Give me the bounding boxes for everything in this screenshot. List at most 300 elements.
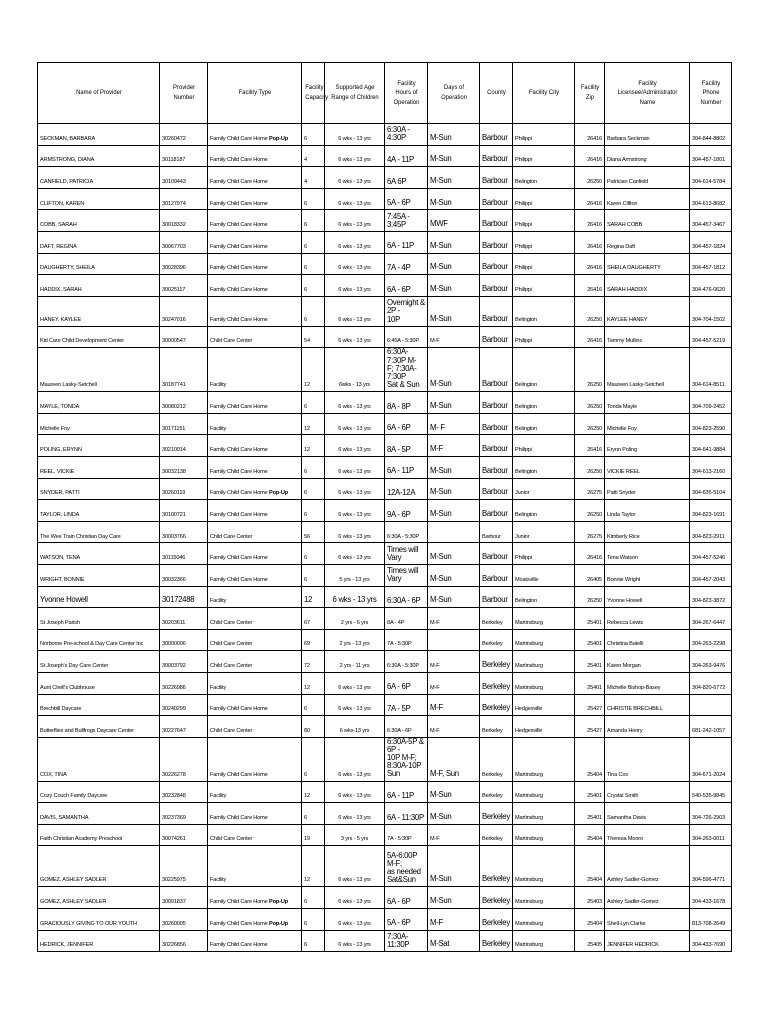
city-value: Philippi <box>515 555 532 562</box>
header-county: County <box>481 63 511 124</box>
days-value: M-F, Sun <box>430 768 459 778</box>
facility-type-text: Family Child Care Home <box>210 178 268 185</box>
header-hours: Facility Hours of Operation <box>386 63 426 124</box>
capacity-value: 6 <box>304 511 307 518</box>
county-value: Berkeley <box>482 793 503 800</box>
number-value: 30226278 <box>162 771 186 778</box>
cell-days <box>428 543 480 565</box>
capacity-value: 6 <box>304 286 307 293</box>
cell-hours <box>385 392 428 414</box>
age-value: 6 wks - 13 yrs <box>338 771 371 778</box>
cell-number <box>160 145 208 167</box>
zip-value: 25401 <box>587 684 602 691</box>
phone-value: 304-614-5784 <box>692 178 726 185</box>
number-value: 30067703 <box>162 243 186 250</box>
hours-line: 7A - 5:30P <box>387 836 412 843</box>
hours-line: 6:30A-7:30P M- <box>387 347 417 365</box>
age-value: 6 wks - 13 yrs <box>338 243 371 250</box>
cell-age <box>325 716 385 738</box>
cell-days <box>428 629 480 651</box>
admin-value: SARAH HADDIX <box>607 286 648 293</box>
cell-number <box>160 521 208 543</box>
admin-value: Yvonne Howell <box>607 598 643 605</box>
capacity-value: 6 <box>304 771 307 778</box>
facility-type-text: Facility <box>210 598 227 605</box>
cell-capacity <box>302 413 325 435</box>
phone-value: 304-457-2043 <box>692 576 726 583</box>
cell-hours <box>385 210 428 232</box>
zip-value: 26416 <box>587 135 602 142</box>
table-row <box>38 564 732 586</box>
cell-type <box>208 543 302 565</box>
name-value: GOMEZ, ASHLEY SADLER <box>40 877 107 884</box>
admin-value: Maureen Lasky-Setchell <box>607 382 664 389</box>
city-value: Philippi <box>515 338 532 345</box>
cell-type <box>208 296 302 326</box>
city-value: Martinsburg <box>515 920 543 927</box>
name-value: St Joseph Parish <box>40 619 80 626</box>
table-row <box>38 478 732 500</box>
capacity-value: 12 <box>304 684 310 691</box>
admin-value: KAYLEE HANEY <box>607 316 648 323</box>
city-value: Belington <box>515 425 537 432</box>
cell-county <box>480 629 513 651</box>
cell-days <box>428 275 480 297</box>
cell-hours <box>385 478 428 500</box>
cell-admin <box>605 478 690 500</box>
cell-number <box>160 737 208 781</box>
table-row <box>38 930 732 952</box>
cell-county <box>480 296 513 326</box>
days-value: M-Sun <box>430 313 452 323</box>
hours-line: 8A - 5P <box>387 444 411 454</box>
cell-capacity <box>302 737 325 781</box>
hours-line: 6:30A - 6P <box>387 727 412 734</box>
cell-age <box>325 521 385 543</box>
hours-line: 6A - 11P <box>387 241 414 251</box>
number-value: 30000006 <box>162 641 186 648</box>
phone-value: 304-433-1678 <box>692 899 726 906</box>
hours-line: 7A - 5:30P <box>387 641 412 648</box>
age-value: 3 yrs - 5 yrs <box>340 836 369 843</box>
number-value: 30260005 <box>162 920 186 927</box>
age-value: 6 wks - 13 yrs <box>338 157 371 164</box>
cell-type <box>208 124 302 146</box>
name-value: Kid Care Child Development Center <box>40 338 124 345</box>
facility-type-text: Child Care Center <box>210 619 253 626</box>
cell-type <box>208 672 302 694</box>
capacity-value: 72 <box>304 663 310 670</box>
cell-age <box>325 296 385 326</box>
name-value: Faith Christian Academy Preschool <box>40 836 123 843</box>
header-city: Facility City <box>515 63 572 124</box>
facility-type-text: Facility <box>210 382 227 389</box>
cell-age <box>325 586 385 608</box>
cell-capacity <box>302 629 325 651</box>
facility-type-text: Family Child Care Home <box>210 920 268 927</box>
cell-type <box>208 908 302 930</box>
cell-county <box>480 145 513 167</box>
admin-value: Kimberly Rice <box>607 533 640 540</box>
cell-capacity <box>302 275 325 297</box>
cell-zip <box>575 930 605 952</box>
admin-value: VICKIE REEL <box>607 468 640 475</box>
zip-value: 26405 <box>587 576 602 583</box>
cell-days <box>428 296 480 326</box>
number-value: 30028396 <box>162 265 186 272</box>
facility-type-text: Family Child Care Home <box>210 576 268 583</box>
county-value: Berkeley <box>482 896 510 906</box>
cell-number <box>160 500 208 522</box>
age-value: 6wks - 13 yrs <box>339 382 370 389</box>
cell-county <box>480 887 513 909</box>
cell-city <box>513 348 575 392</box>
hours-line: 5A - 6P <box>387 918 411 928</box>
city-value: Philippi <box>515 447 532 454</box>
cell-days <box>428 392 480 414</box>
name-value: COX, TINA <box>40 771 67 778</box>
cell-zip <box>575 824 605 846</box>
cell-name <box>38 564 160 586</box>
cell-days <box>428 210 480 232</box>
table-row <box>38 846 732 887</box>
cell-hours <box>385 348 428 392</box>
cell-admin <box>605 781 690 803</box>
capacity-value: 6 <box>304 316 307 323</box>
table-row <box>38 500 732 522</box>
hours-line: 6:45A - 5:30P <box>387 338 419 345</box>
age-value: 5 yrs - 13 yrs <box>339 576 370 583</box>
capacity-value: 6 <box>304 243 307 250</box>
facility-type-text: Child Care Center <box>210 663 253 670</box>
city-value: Martinsburg <box>515 899 543 906</box>
name-value: WRIGHT, BONNIE <box>40 576 85 583</box>
hours-line: 8A - 8P <box>387 401 411 411</box>
hours-line: 6A - 6P <box>387 423 411 433</box>
admin-value: Tina Cox <box>607 771 628 778</box>
cell-number <box>160 296 208 326</box>
table-row <box>38 348 732 392</box>
days-value: M-F <box>430 703 443 713</box>
cell-zip <box>575 672 605 694</box>
capacity-value: 6 <box>304 555 307 562</box>
cell-name <box>38 716 160 738</box>
county-value: Berkeley <box>482 771 503 778</box>
zip-value: 26416 <box>587 243 602 250</box>
days-value: M-Sun <box>430 595 452 605</box>
cell-admin <box>605 887 690 909</box>
age-value: 6 wks - 13 yrs <box>338 178 371 185</box>
admin-value: Michelle Bishop-Basey <box>607 684 661 691</box>
name-value: COBB, SARAH <box>40 222 77 229</box>
cell-age <box>325 608 385 630</box>
table-row <box>38 521 732 543</box>
cell-zip <box>575 737 605 781</box>
cell-county <box>480 564 513 586</box>
days-value: M-F <box>430 663 440 670</box>
days-value: M-Sun <box>430 874 452 884</box>
cell-number <box>160 275 208 297</box>
days-value: M-Sun <box>430 262 452 272</box>
table-row <box>38 716 732 738</box>
cell-county <box>480 167 513 189</box>
hours-line: 6A - 6P <box>387 284 411 294</box>
city-value: Martinsburg <box>515 663 543 670</box>
zip-value: 26416 <box>587 157 602 164</box>
cell-admin <box>605 253 690 275</box>
cell-number <box>160 629 208 651</box>
cell-admin <box>605 543 690 565</box>
capacity-value: 4 <box>304 157 307 164</box>
cell-name <box>38 435 160 457</box>
age-value: 6 wks - 13 yrs <box>338 425 371 432</box>
cell-city <box>513 887 575 909</box>
county-value: Berkeley <box>482 836 503 843</box>
capacity-value: 12 <box>304 425 310 432</box>
cell-hours <box>385 543 428 565</box>
cell-name <box>38 694 160 716</box>
cell-days <box>428 694 480 716</box>
cell-number <box>160 846 208 887</box>
name-value: Michelle Foy <box>40 425 70 432</box>
county-value: Barbour <box>482 508 508 518</box>
cell-days <box>428 651 480 673</box>
cell-hours <box>385 296 428 326</box>
cell-name <box>38 253 160 275</box>
days-value: M-Sun <box>430 552 452 562</box>
cell-city <box>513 629 575 651</box>
county-value: Barbour <box>482 335 508 345</box>
cell-county <box>480 586 513 608</box>
county-value: Barbour <box>482 400 508 410</box>
cell-city <box>513 608 575 630</box>
cell-type <box>208 803 302 825</box>
phone-value: 304-704-1502 <box>692 316 726 323</box>
cell-type <box>208 275 302 297</box>
capacity-value: 67 <box>304 619 310 626</box>
name-value: GOMEZ, ASHLEY SADLER <box>40 899 107 906</box>
zip-value: 26250 <box>587 425 602 432</box>
zip-value: 26416 <box>587 222 602 229</box>
cell-name <box>38 392 160 414</box>
city-value: Martinsburg <box>515 942 543 949</box>
admin-value: Tena Watson <box>607 555 638 562</box>
header-row <box>38 63 732 124</box>
number-value: 30025117 <box>162 286 186 293</box>
county-value: Barbour <box>482 465 508 475</box>
cell-type <box>208 586 302 608</box>
cell-name <box>38 908 160 930</box>
cell-number <box>160 908 208 930</box>
cell-phone <box>690 586 732 608</box>
cell-city <box>513 478 575 500</box>
facility-type-text: Family Child Care Home <box>210 157 268 164</box>
county-value: Barbour <box>482 487 508 497</box>
facility-type-text: Facility <box>210 684 227 691</box>
cell-age <box>325 500 385 522</box>
county-value: Barbour <box>482 219 508 229</box>
cell-capacity <box>302 167 325 189</box>
number-value: 30232848 <box>162 793 186 800</box>
cell-capacity <box>302 521 325 543</box>
cell-type <box>208 326 302 348</box>
facility-type-text: Family Child Care Home <box>210 200 268 207</box>
cell-name <box>38 846 160 887</box>
cell-hours <box>385 824 428 846</box>
capacity-value: 6 <box>304 576 307 583</box>
cell-age <box>325 629 385 651</box>
cell-type <box>208 435 302 457</box>
cell-days <box>428 478 480 500</box>
age-value: 6 wks - 13 yrs <box>338 877 371 884</box>
age-value: 2 yrs - 11 yrs <box>339 663 370 670</box>
cell-zip <box>575 253 605 275</box>
cell-zip <box>575 521 605 543</box>
cell-name <box>38 296 160 326</box>
popup-tag: Pop-Up <box>269 899 289 906</box>
cell-city <box>513 456 575 478</box>
phone-value: 304-267-6447 <box>692 619 726 626</box>
county-value: Berkeley <box>482 660 510 670</box>
facility-type-text: Family Child Care Home <box>210 706 268 713</box>
cell-type <box>208 846 302 887</box>
cell-name <box>38 500 160 522</box>
cell-number <box>160 478 208 500</box>
city-value: Junior <box>515 490 530 497</box>
table-row <box>38 694 732 716</box>
facility-type-text: Family Child Care Home <box>210 555 268 562</box>
number-value: 30074261 <box>162 836 186 843</box>
cell-admin <box>605 824 690 846</box>
city-value: Philippi <box>515 135 532 142</box>
cell-days <box>428 716 480 738</box>
cell-zip <box>575 348 605 392</box>
cell-county <box>480 188 513 210</box>
days-value: M-Sun <box>430 573 452 583</box>
cell-days <box>428 253 480 275</box>
cell-phone <box>690 392 732 414</box>
cell-capacity <box>302 824 325 846</box>
cell-zip <box>575 651 605 673</box>
cell-capacity <box>302 188 325 210</box>
name-value: Maureen Lasky-Setchell <box>40 382 97 389</box>
header-number: Provider Number <box>161 63 205 124</box>
capacity-value: 6 <box>304 265 307 272</box>
cell-zip <box>575 564 605 586</box>
hours-line: 7:30A-11:30P <box>387 931 410 949</box>
cell-capacity <box>302 435 325 457</box>
table-row <box>38 253 732 275</box>
cell-city <box>513 275 575 297</box>
cell-capacity <box>302 543 325 565</box>
days-value: M-F <box>430 836 440 843</box>
phone-value: 813-708-2649 <box>692 920 726 927</box>
hours-line: Times will Vary <box>387 544 418 562</box>
table-row <box>38 887 732 909</box>
zip-value: 26416 <box>587 555 602 562</box>
county-value: Barbour <box>482 552 508 562</box>
county-value: Berkeley <box>482 619 503 626</box>
number-value: 30100721 <box>162 511 186 518</box>
cell-hours <box>385 253 428 275</box>
cell-admin <box>605 435 690 457</box>
cell-phone <box>690 887 732 909</box>
capacity-value: 80 <box>304 727 310 734</box>
phone-value: 304-613-2160 <box>692 468 726 475</box>
popup-tag: Pop-Up <box>269 920 289 927</box>
facility-type-text: Family Child Care Home <box>210 899 268 906</box>
cell-capacity <box>302 231 325 253</box>
name-value: Butterflies and Bullfrogs Daycare Center <box>40 727 134 734</box>
phone-value: 304-457-3467 <box>692 222 726 229</box>
cell-number <box>160 564 208 586</box>
cell-admin <box>605 608 690 630</box>
zip-value: 26416 <box>587 447 602 454</box>
number-value: 30091837 <box>162 899 186 906</box>
table-row <box>38 543 732 565</box>
cell-capacity <box>302 348 325 392</box>
cell-county <box>480 803 513 825</box>
cell-number <box>160 253 208 275</box>
phone-value: 540-535-9845 <box>692 793 726 800</box>
cell-type <box>208 188 302 210</box>
cell-number <box>160 803 208 825</box>
cell-days <box>428 145 480 167</box>
name-value: HADDIX, SARAH <box>40 286 82 293</box>
city-value: Martinsburg <box>515 877 543 884</box>
cell-age <box>325 672 385 694</box>
phone-value: 304-433-7690 <box>692 942 726 949</box>
cell-capacity <box>302 672 325 694</box>
days-value: M-Sun <box>430 240 452 250</box>
facility-type-text: Child Care Center <box>210 641 253 648</box>
cell-zip <box>575 500 605 522</box>
city-value: Moatsville <box>515 576 539 583</box>
age-value: 6 wks - 13 yrs <box>338 338 371 345</box>
age-value: 6 wks - 13 yrs <box>338 942 371 949</box>
table-row <box>38 296 732 326</box>
cell-type <box>208 392 302 414</box>
name-value: WATSON, TENA <box>40 555 81 562</box>
cell-zip <box>575 908 605 930</box>
admin-value: Ashley Sadler-Gomez <box>607 877 659 884</box>
city-value: Belington <box>515 382 537 389</box>
cell-name <box>38 543 160 565</box>
county-value: Barbour <box>482 132 508 142</box>
facility-type-text: Child Care Center <box>210 836 253 843</box>
days-value: M-Sun <box>430 811 452 821</box>
cell-county <box>480 326 513 348</box>
county-value: Berkeley <box>482 681 510 691</box>
cell-county <box>480 456 513 478</box>
table-row <box>38 326 732 348</box>
hours-line: 9A - 6P <box>387 509 411 519</box>
popup-tag: Pop-Up <box>269 135 289 142</box>
admin-value: Michelle Foy <box>607 425 637 432</box>
cell-days <box>428 846 480 887</box>
hours-line: 10P <box>387 314 400 324</box>
days-value: M-F <box>430 338 440 345</box>
hours-line: 8A - 4P <box>387 619 405 626</box>
hours-line: 6:30A - 5:30P <box>387 663 419 670</box>
days-value: M-Sun <box>430 175 452 185</box>
cell-days <box>428 456 480 478</box>
cell-phone <box>690 824 732 846</box>
hours-line: 5A - 6P <box>387 198 411 208</box>
cell-capacity <box>302 456 325 478</box>
cell-hours <box>385 275 428 297</box>
cell-zip <box>575 478 605 500</box>
